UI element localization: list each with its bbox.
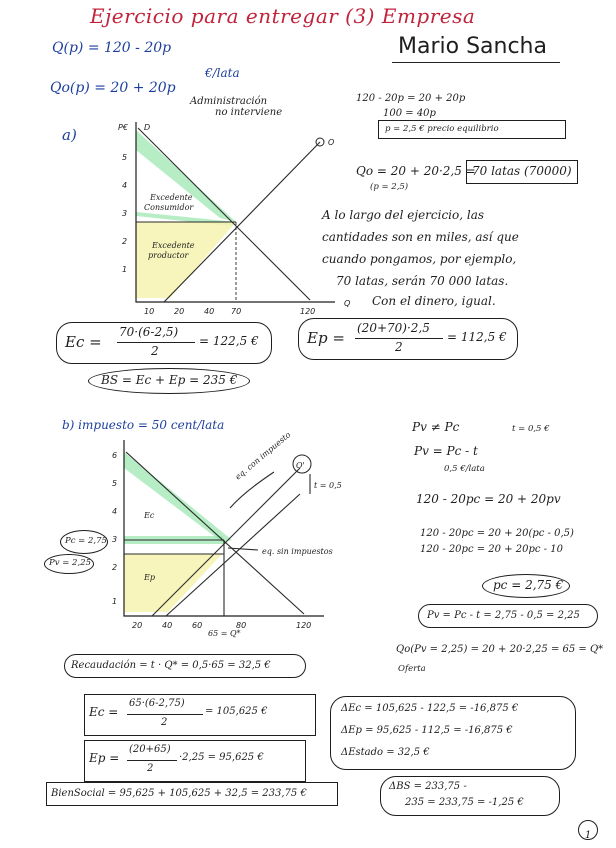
y-tick-a-4: 4 <box>122 181 128 190</box>
producer-surplus-area-b <box>124 554 222 612</box>
equilibrium-step2: 100 = 40p <box>383 108 436 119</box>
demand-equation: Q(p) = 120 - 20p <box>52 40 172 56</box>
equilibrium-price-box <box>378 120 566 139</box>
no-tax-curve-label: eq. sin impuestos <box>262 547 333 556</box>
social-welfare-box-a <box>88 368 250 394</box>
revenue-calculation: Recaudación = t · Q* = 0,5·65 = 32,5 € <box>71 660 271 671</box>
y-tick-a-2: 2 <box>122 237 128 246</box>
x-tick-b-60: 60 <box>192 621 203 630</box>
producer-surplus-label1: Excedente <box>152 241 195 250</box>
ec-fraction-bar-a <box>117 342 195 343</box>
ec-label-b: Ec = <box>89 705 119 719</box>
ep-fraction-bar-a <box>355 338 443 339</box>
pc-result: pc = 2,75 € <box>493 578 564 592</box>
x-tick-a-120: 120 <box>300 307 316 316</box>
equilibrium-price: p = 2,5 € precio equilibrio <box>385 124 499 134</box>
admin-note-line1: Administración <box>190 96 268 107</box>
tax-equation-1: 120 - 20pc = 20 + 20pv <box>416 492 561 506</box>
producer-surplus-box-a <box>298 318 518 360</box>
revenue-box <box>64 654 306 678</box>
equilibrium-quantity-subscript: (p = 2,5) <box>370 182 409 192</box>
ec-denominator-a: 2 <box>151 344 159 358</box>
equilibrium-quantity: 70 latas (70000) <box>472 164 572 178</box>
pv-result-box <box>418 604 598 628</box>
q-axis-label-a: Q <box>344 299 351 308</box>
tax-equation-3: 120 - 20pc = 20 + 20pc - 10 <box>420 544 563 555</box>
ec-denominator-b: 2 <box>161 717 168 728</box>
y-tick-a-1: 1 <box>122 265 128 274</box>
x-tick-a-20: 20 <box>174 307 185 316</box>
pc-result-box <box>482 574 570 598</box>
y-tick-b-5: 5 <box>112 479 118 488</box>
part-a-label: a) <box>62 126 77 144</box>
ep-numerator-a: (20+70)·2,5 <box>357 321 430 335</box>
ec-result-a: = 122,5 € <box>199 334 259 348</box>
page-number-circle <box>578 820 598 840</box>
producer-surplus-box-b <box>84 740 306 782</box>
author-name: Mario Sancha <box>398 34 547 59</box>
note-line-5: Con el dinero, igual. <box>372 294 496 308</box>
x-tick-b-120: 120 <box>296 621 312 630</box>
author-underline <box>392 62 560 63</box>
ec-fraction-bar-b <box>127 714 203 715</box>
x-tick-a-40: 40 <box>204 307 215 316</box>
tax-value-note: t = 0,5 € <box>512 424 550 434</box>
page-number: 1 <box>584 830 592 841</box>
tax-curve-label: eq. con impuesto <box>233 430 293 482</box>
delta-welfare-line1: ΔBS = 233,75 - <box>389 781 467 792</box>
graph-a <box>100 112 350 322</box>
pv-neq-pc: Pv ≠ Pc <box>412 420 460 434</box>
demand-label-a: D <box>144 123 151 132</box>
ec-area-label-b: Ec <box>144 511 155 520</box>
graph-b <box>104 432 364 637</box>
pv-result: Pv = Pc - t = 2,75 - 0,5 = 2,25 <box>427 610 580 621</box>
consumer-surplus-label1: Excedente <box>150 193 193 202</box>
delta-welfare-box <box>380 776 560 816</box>
consumer-surplus-box-a <box>56 322 272 364</box>
o-prime-label: O' <box>296 461 305 470</box>
ep-numerator-b: (20+65) <box>129 744 171 755</box>
pv-formula: Pv = Pc - t <box>414 444 478 458</box>
x-tick-a-70: 70 <box>231 307 242 316</box>
delta-state: ΔEstado = 32,5 € <box>341 747 430 758</box>
ep-area-label-b: Ep <box>144 573 155 582</box>
pv-badge <box>44 554 94 574</box>
part-b-label: b) impuesto = 50 cent/lata <box>62 418 225 432</box>
y-tick-b-3: 3 <box>112 535 118 544</box>
change-summary-box <box>330 696 576 770</box>
consumer-surplus-label2: Consumidor <box>144 203 194 212</box>
producer-surplus-label2: productor <box>148 251 189 260</box>
ep-denominator-b: 2 <box>147 763 154 774</box>
equilibrium-quantity-calc: Qo = 20 + 20·2,5 = <box>356 164 476 178</box>
pc-badge <box>60 530 108 554</box>
q-star-sub-label: Oferta <box>398 664 426 674</box>
consumer-surplus-box-b <box>84 694 316 736</box>
page-title: Ejercicio para entregar (3) Empresa <box>90 4 476 28</box>
equilibrium-quantity-box <box>466 160 578 184</box>
y-tick-a-5: 5 <box>122 153 128 162</box>
supply-equation: Qo(p) = 20 + 20p <box>50 80 176 96</box>
tax-amount-label: t = 0,5 <box>314 481 342 490</box>
p-axis-label-a: P€ <box>118 123 128 132</box>
x-tick-b-20: 20 <box>132 621 143 630</box>
y-tick-b-1: 1 <box>112 597 118 606</box>
supply-label-a: O <box>328 138 335 147</box>
x-tick-b-40: 40 <box>162 621 173 630</box>
x-tick-b-80: 80 <box>236 621 247 630</box>
note-line-4: 70 latas, serán 70 000 latas. <box>336 274 509 288</box>
x-tick-a-10: 10 <box>144 307 155 316</box>
social-welfare-b: BienSocial = 95,625 + 105,625 + 32,5 = 233,75 € <box>51 788 307 799</box>
producer-surplus-area <box>136 222 236 298</box>
y-tick-b-4: 4 <box>112 507 118 516</box>
note-line-2: cantidades son en miles, así que <box>322 230 519 244</box>
note-line-3: cuando pongamos, por ejemplo, <box>322 252 517 266</box>
q-star-calculation: Qo(Pv = 2,25) = 20 + 20·2,25 = 65 = Q* <box>396 644 604 655</box>
y-tick-a-3: 3 <box>122 209 128 218</box>
ep-label-a: Ep = <box>307 329 345 347</box>
note-line-1: A lo largo del ejercicio, las <box>322 208 485 222</box>
delta-producer-surplus: ΔEp = 95,625 - 112,5 = -16,875 € <box>341 725 513 736</box>
delta-consumer-surplus: ΔEc = 105,625 - 122,5 = -16,875 € <box>341 703 519 714</box>
ep-result-a: = 112,5 € <box>447 330 507 344</box>
social-welfare-box-b <box>46 782 338 806</box>
tax-per-can-note: 0,5 €/lata <box>444 464 485 474</box>
pv-badge-label: Pv = 2,25 <box>49 558 91 568</box>
equilibrium-step1: 120 - 20p = 20 + 20p <box>356 93 466 104</box>
ep-fraction-bar-b <box>127 760 177 761</box>
tax-equation-2: 120 - 20pc = 20 + 20(pc - 0,5) <box>420 528 574 539</box>
pc-badge-label: Pc = 2,75 <box>65 536 107 546</box>
admin-note-line2: no interviene <box>215 107 283 118</box>
unit-label: €/lata <box>205 66 240 80</box>
ec-label-a: Ec = <box>65 333 102 351</box>
ec-result-b: = 105,625 € <box>205 706 268 717</box>
ep-denominator-a: 2 <box>395 340 403 354</box>
social-welfare-a: BS = Ec + Ep = 235 € <box>101 373 238 387</box>
ep-result-b: ·2,25 = 95,625 € <box>179 752 264 763</box>
ec-numerator-a: 70·(6-2,5) <box>119 325 179 339</box>
y-tick-b-6: 6 <box>112 451 118 460</box>
delta-welfare-line2: 235 = 233,75 = -1,25 € <box>405 797 524 808</box>
y-tick-b-2: 2 <box>112 563 118 572</box>
ec-numerator-b: 65·(6-2,75) <box>129 698 185 709</box>
ep-label-b: Ep = <box>89 751 120 765</box>
q-star-label: 65 = Q* <box>208 629 241 638</box>
